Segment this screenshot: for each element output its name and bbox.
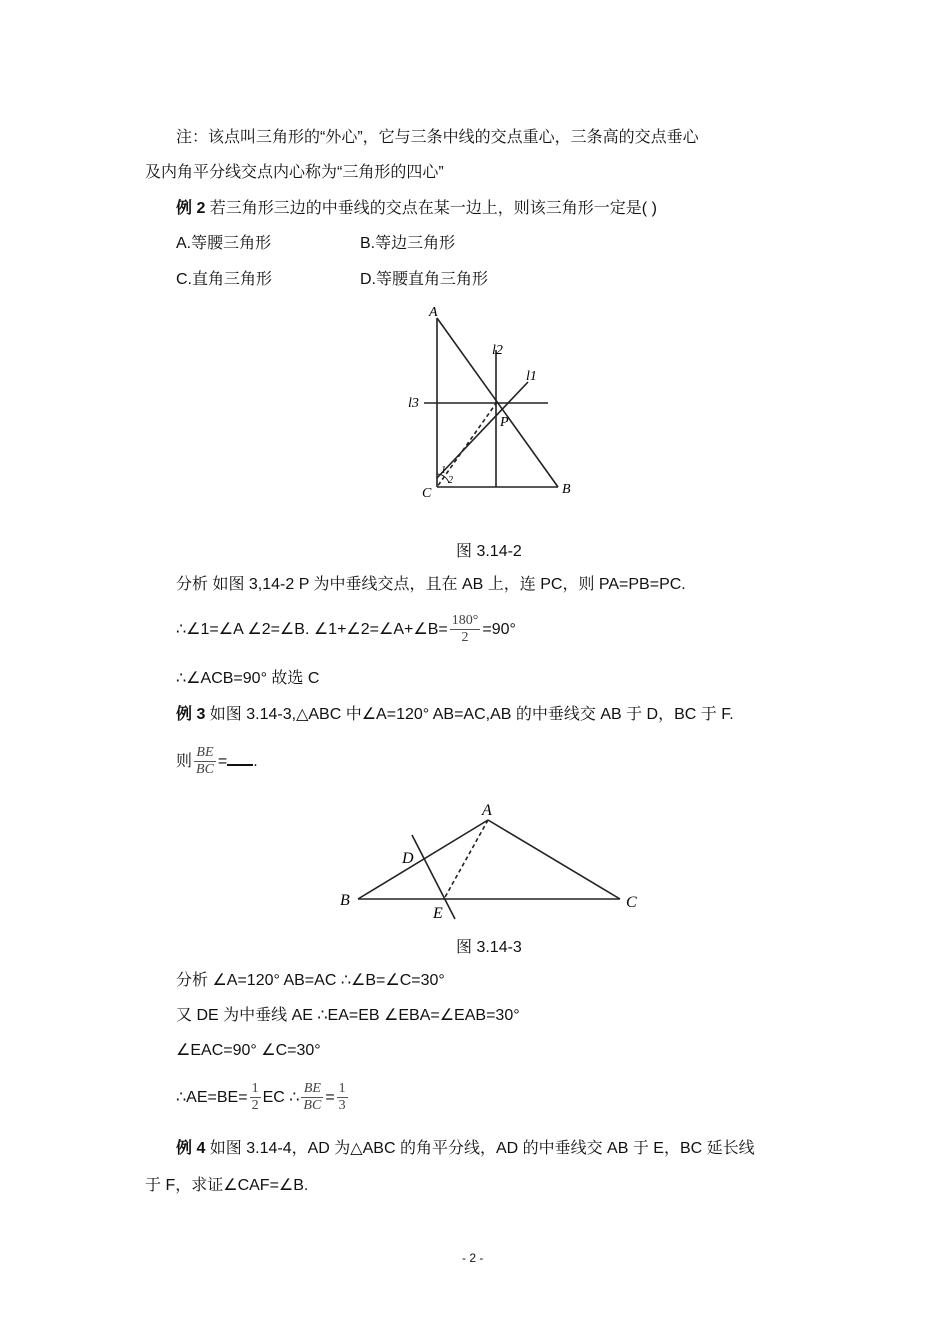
example3-ask: 则 $\frac{BE}{BC}$ = .	[176, 745, 258, 778]
fraction-1-over-3: $\frac{1}{3}$	[338, 1081, 346, 1114]
fraction-be-over-bc: $\frac{BE}{BC}$	[196, 745, 214, 778]
example3-question-line	[176, 705, 734, 725]
example2-option-d: D.等腰直角三角形	[360, 271, 489, 288]
label-e: E	[433, 905, 443, 922]
side-ba	[358, 820, 488, 899]
page-number: - 2 -	[462, 1251, 484, 1265]
example3-label: 例 3	[176, 706, 206, 723]
example4-line-1: 例 4 如图 3.14-4，AD 为△ABC 的角平分线，AD 的中垂线交 AB 于 E，BC 延长线	[176, 1140, 755, 1157]
label-l1: l1	[526, 369, 537, 384]
segment-ae	[444, 820, 488, 899]
label-b: B	[562, 482, 571, 497]
side-ac	[488, 820, 620, 899]
line-l1	[437, 382, 528, 478]
example4-label: 例 4	[176, 1140, 206, 1157]
example3-analysis-3: ∠EAC=90° ∠C=30°	[176, 1042, 321, 1059]
example2-option-a: A.等腰三角形	[176, 235, 272, 252]
example3-analysis-4: ∴AE=BE= $\frac{1}{2}$ EC ∴ $\frac{BE}{BC}$ = $\frac{1}{3}$	[176, 1081, 346, 1114]
example2-option-c: C.直角三角形	[176, 271, 273, 288]
label-d: D	[402, 850, 414, 867]
example2-question-line	[176, 199, 657, 219]
example2-step1: ∴∠1=∠A ∠2=∠B. ∠1+∠2=∠A+∠B= $\frac{180^\circ}{2}$ =90°	[176, 613, 516, 646]
label-c: C	[626, 894, 637, 911]
label-angle-1: 1	[441, 465, 446, 476]
note-line-1: 注：该点叫三角形的“外心”，它与三条中线的交点重心，三条高的交点垂心	[176, 129, 699, 146]
answer-blank	[227, 752, 253, 766]
note-line-2: 及内角平分线交点内心称为“三角形的四心”	[145, 164, 444, 181]
label-p: P	[500, 415, 509, 430]
example3-analysis-2: 又 DE 为中垂线 AE ∴EA=EB ∠EBA=∠EAB=30°	[176, 1007, 520, 1024]
figure-3-14-3	[330, 795, 650, 925]
segment-pc	[437, 402, 497, 487]
label-c: C	[422, 486, 432, 501]
label-a: A	[482, 802, 492, 819]
label-angle-2: 2	[448, 475, 453, 486]
example4-line-2: 于 F，求证∠CAF=∠B.	[145, 1177, 309, 1194]
fraction-1-over-2: $\frac{1}{2}$	[251, 1081, 259, 1114]
label-a: A	[429, 305, 438, 320]
label-l2: l2	[492, 343, 503, 358]
fraction-be-over-bc-result: $\frac{BE}{BC}$	[303, 1081, 322, 1114]
figure-3-14-2-caption: 图 3.14-2	[456, 543, 522, 560]
example2-option-b: B.等边三角形	[360, 235, 456, 252]
example2-label: 例 2	[176, 200, 206, 217]
label-l3: l3	[408, 396, 419, 411]
fraction-180-over-2: $\frac{180^\circ}{2}$	[451, 613, 479, 646]
example2-step2: ∴∠ACB=90° 故选 C	[176, 670, 320, 687]
figure-3-14-3-caption: 图 3.14-3	[456, 939, 522, 956]
example2-question: 若三角形三边的中垂线的交点在某一边上，则该三角形一定是( )	[205, 200, 657, 217]
example3-question: 如图 3.14-3,△ABC 中∠A=120° AB=AC,AB 的中垂线交 AB 于 D，BC 于 F.	[205, 706, 734, 723]
example3-analysis-1: 分析 ∠A=120° AB=AC ∴∠B=∠C=30°	[176, 972, 445, 989]
example2-analysis: 分析 如图 3,14-2 P 为中垂线交点，且在 AB 上，连 PC，则 PA=PB=PC.	[176, 576, 686, 593]
figure-3-14-2	[400, 300, 590, 505]
label-b: B	[340, 892, 350, 909]
